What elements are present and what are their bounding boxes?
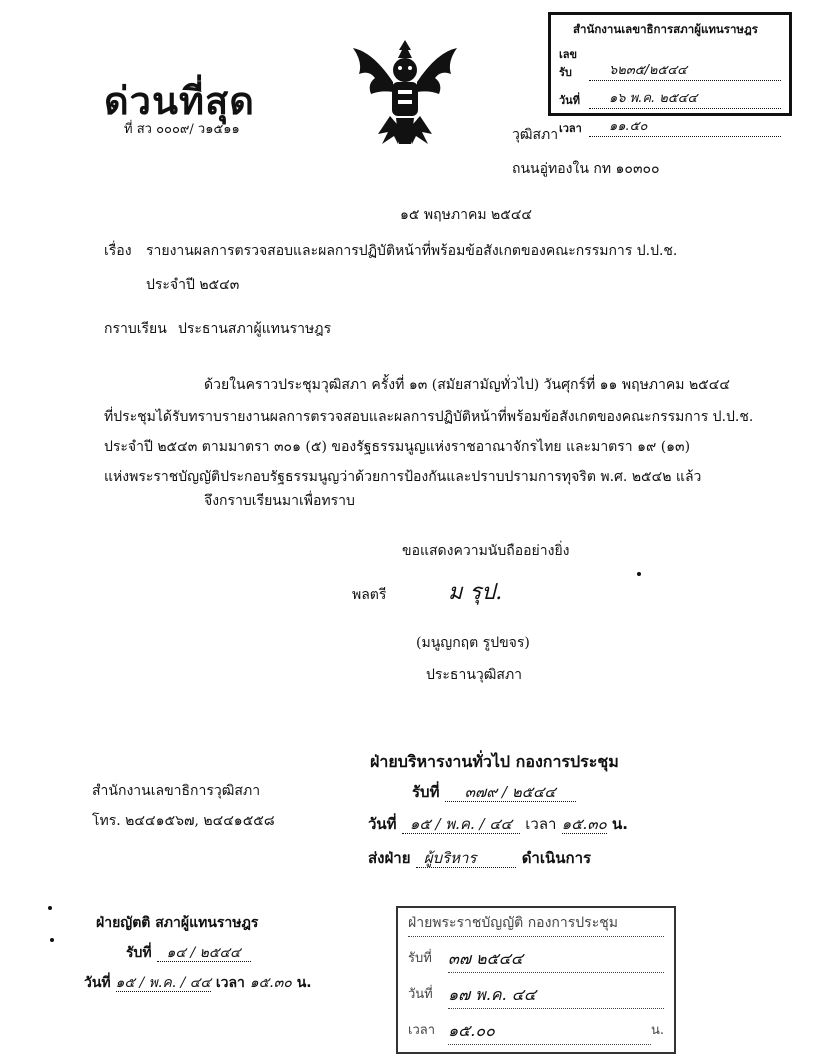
body-paragraph-line: ที่ประชุมได้รับทราบรายงานผลการตรวจสอบและผลการปฏิบัติหน้าที่พร้อมข้อสังเกตของคณะกรรมการ ป.ป.ช.: [104, 409, 754, 425]
recv-label: รับที่: [412, 783, 440, 801]
body-paragraph-line: แห่งพระราชบัญญัติประกอบรัฐธรรมนูญว่าด้วยการป้องกันและปราบปรามการทุจริต พ.ศ. ๒๕๔๒ แล้ว: [104, 469, 702, 485]
signer-position: ประธานวุฒิสภา: [426, 667, 523, 683]
sender-address: ถนนอู่ทองใน กท ๑๐๓๐๐: [512, 161, 660, 177]
recv-value: ๓๗ ๒๕๔๔: [448, 947, 664, 973]
stamp-time-value: ๑๑.๕๐: [589, 115, 781, 137]
addressee-label: กราบเรียน: [104, 321, 167, 337]
document-date: ๑๕ พฤษภาคม ๒๕๔๔: [400, 207, 533, 223]
speck: [637, 572, 641, 576]
motion-stamp-title: ฝ่ายญัตติ สภาผู้แทนราษฎร: [96, 915, 259, 931]
time-label: เวลา: [408, 1023, 436, 1038]
body-paragraph-line: ประจำปี ๒๕๔๓ ตามมาตรา ๓๐๑ (๕) ของรัฐธรรมนูญแห่งราชอาณาจักรไทย และมาตรา ๑๙ (๑๓): [104, 439, 691, 455]
legislation-stamp-date-row: [408, 983, 664, 1009]
stamp-time-row: [559, 115, 781, 137]
stamp-number-value: ๖๒๓๕/๒๕๔๔: [589, 59, 781, 81]
motion-division-stamp: [84, 912, 336, 1002]
date-label: วันที่: [84, 975, 111, 991]
closing-regards: ขอแสดงความนับถืออย่างยิ่ง: [402, 543, 570, 559]
receiving-stamp-top-right: [548, 12, 792, 135]
time-value: ๑๕.๓๐: [561, 815, 607, 833]
dept-label: ส่งฝ่าย: [368, 849, 411, 867]
date-label: วันที่: [368, 815, 397, 833]
sender-office: วุฒิสภา: [512, 127, 559, 143]
dept-value: ผู้บริหาร: [416, 849, 517, 868]
date-value: ๑๗ พ.ค. ๔๔: [448, 983, 664, 1009]
stamp-date-label: วันที่: [559, 94, 580, 107]
stamp-time-label: เวลา: [559, 122, 582, 135]
recv-value: ๓๗๙ / ๒๕๔๔: [445, 783, 576, 802]
time-suffix: น.: [296, 975, 312, 991]
handwritten-signature: ม รุป.: [448, 580, 503, 605]
addressee-value: ประธานสภาผู้แทนราษฎร: [178, 321, 332, 337]
date-value: ๑๕ / พ.ค. / ๔๔: [115, 975, 211, 991]
legislation-stamp-recv-row: [408, 947, 664, 973]
speck: [50, 938, 54, 942]
urgency-label: ด่วนที่สุด: [104, 79, 255, 123]
body-paragraph-line: ด้วยในคราวประชุมวุฒิสภา ครั้งที่ ๑๓ (สมัยสามัญทั่วไป) วันศุกร์ที่ ๑๑ พฤษภาคม ๒๕๔๔: [204, 377, 730, 393]
stamp-number-row: [559, 45, 781, 81]
recv-label: รับที่: [126, 945, 152, 961]
meeting-division-dept-row: [368, 846, 591, 870]
motion-stamp-recv-row: [126, 942, 336, 964]
subject-line-1: รายงานผลการตรวจสอบและผลการปฏิบัติหน้าที่พร้อมข้อสังเกตของคณะกรรมการ ป.ป.ช.: [146, 243, 678, 259]
signer-name: (มนูญกฤต รูปขจร): [416, 635, 530, 651]
stamp-date-row: [559, 87, 781, 109]
stamp-date-value: ๑๖ พ.ค. ๒๕๔๔: [589, 87, 781, 109]
motion-stamp-date-row: [84, 972, 336, 994]
meeting-division-recv-row: [412, 780, 576, 804]
recv-label: รับที่: [408, 951, 432, 966]
recv-value: ๑๔ / ๒๕๔๔: [157, 945, 251, 962]
footer-office: สำนักงานเลขาธิการวุฒิสภา: [92, 783, 261, 799]
body-closing-line: จึงกราบเรียนมาเพื่อทราบ: [204, 493, 355, 509]
meeting-division-date-row: [368, 812, 628, 836]
speck: [48, 906, 52, 910]
time-value: ๑๕.๓๐: [249, 975, 292, 991]
legislation-stamp-time-row: [408, 1019, 664, 1045]
signer-rank: พลตรี: [352, 587, 387, 603]
subject-label: เรื่อง: [104, 243, 132, 259]
time-label: เวลา: [525, 815, 557, 833]
document-number: ที่ สว ๐๐๐๙/ ว๑๕๑๑: [124, 122, 240, 137]
time-value: ๑๕.๐๐: [448, 1019, 651, 1045]
stamp-title: สำนักงานเลขาธิการสภาผู้แทนราษฎร: [573, 22, 758, 36]
time-label: เวลา: [215, 975, 245, 991]
subject-line-2: ประจำปี ๒๕๔๓: [146, 277, 240, 293]
date-value: ๑๕ / พ.ค. / ๔๔: [402, 815, 520, 834]
legislation-division-stamp: [396, 906, 676, 1054]
stamp-number-label: เลขรับ: [559, 48, 578, 79]
garuda-emblem-icon: [344, 36, 466, 156]
action-label: ดำเนินการ: [521, 849, 592, 867]
date-label: วันที่: [408, 987, 433, 1002]
footer-phone: โทร. ๒๔๔๑๕๖๗, ๒๔๔๑๕๕๘: [92, 813, 275, 829]
time-suffix: น.: [611, 815, 628, 833]
meeting-division-stamp-title: ฝ่ายบริหารงานทั่วไป กองการประชุม: [370, 752, 619, 771]
legislation-stamp-title: ฝ่ายพระราชบัญญัติ กองการประชุม: [408, 912, 664, 937]
time-suffix: น.: [650, 1023, 664, 1038]
